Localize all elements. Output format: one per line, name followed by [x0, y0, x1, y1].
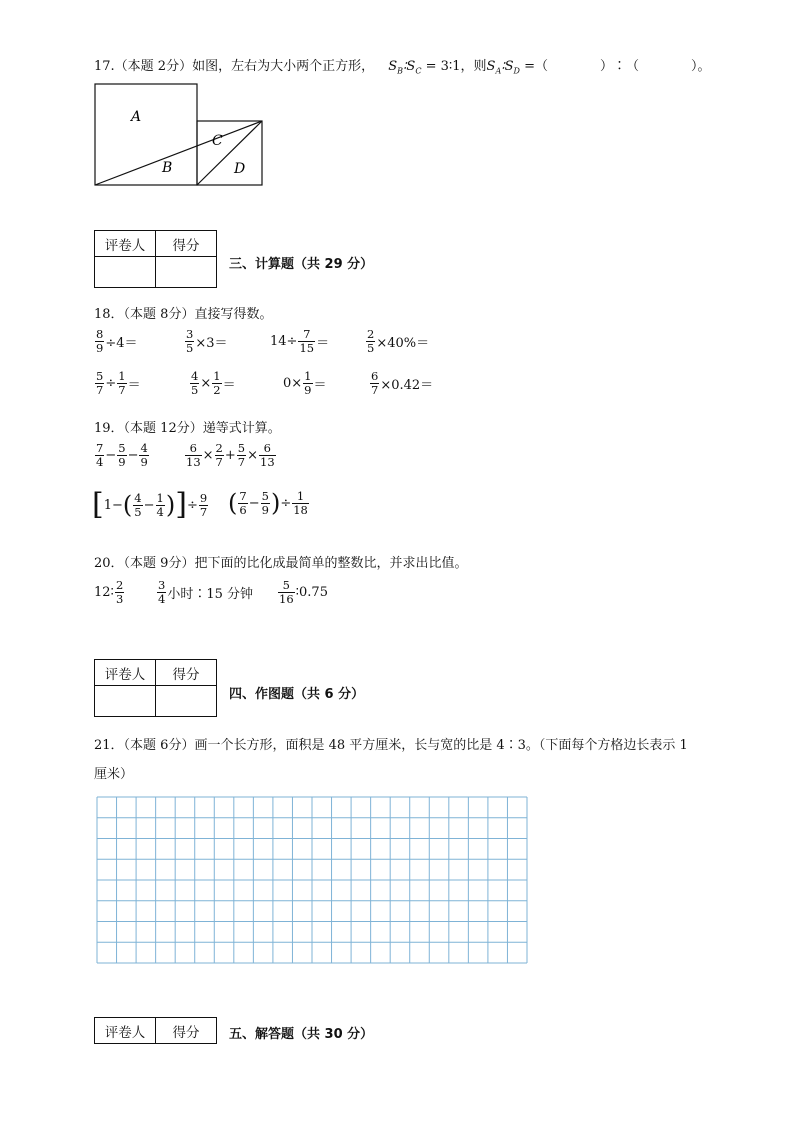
- frac: [115, 579, 124, 605]
- den: 9: [118, 454, 126, 469]
- grade-box-5: [94, 1017, 217, 1044]
- frac: [117, 442, 126, 468]
- pre: 12∶: [94, 584, 114, 600]
- rest: ＝: [222, 377, 236, 393]
- frac: [370, 370, 379, 396]
- q18-item-6: [189, 370, 236, 396]
- grader-label: 评卷人: [95, 231, 156, 257]
- den: 5: [191, 382, 199, 397]
- label-b: B: [162, 160, 173, 176]
- num: 5: [96, 369, 104, 383]
- num: 4: [134, 490, 142, 505]
- num: 1: [213, 369, 221, 383]
- square-figure: [90, 80, 270, 190]
- den: 4: [156, 504, 164, 519]
- rest: ×40%＝: [376, 335, 430, 351]
- q19-expr-3: [92, 487, 209, 522]
- rest: ÷4＝: [105, 335, 138, 351]
- den: 3: [115, 591, 124, 606]
- q18-item-2: [184, 328, 228, 354]
- grader-label: 评卷人: [95, 660, 156, 686]
- q20-ratio-1: [94, 579, 125, 605]
- frac: [298, 328, 315, 354]
- s-letter: S: [388, 59, 398, 74]
- q18-item-4: [365, 328, 429, 354]
- frac: [212, 370, 221, 396]
- frac: [278, 579, 295, 605]
- frac: [185, 442, 202, 468]
- num: 7: [96, 441, 104, 455]
- sub-b: B: [397, 66, 404, 76]
- sub-c: C: [415, 66, 422, 76]
- label-a: A: [131, 109, 142, 125]
- plus: +: [224, 447, 236, 463]
- num: 3: [186, 327, 194, 341]
- pre: 0×: [283, 375, 303, 391]
- ratio-value: = 3∶1: [421, 59, 461, 74]
- op: ×: [200, 375, 212, 391]
- one: 1: [103, 497, 112, 513]
- frac: [95, 370, 104, 396]
- minus: −: [143, 497, 155, 513]
- paren-close: ): [270, 489, 281, 518]
- label-c: C: [212, 133, 223, 149]
- rest: 小时∶15 分钟: [167, 586, 254, 602]
- ratio-ask: $S_A∶S_D$: [486, 59, 520, 76]
- den: 13: [260, 454, 275, 469]
- minus: −: [127, 447, 139, 463]
- grade-box-4: [94, 659, 217, 717]
- den: 5: [186, 340, 194, 355]
- num: 2: [215, 441, 223, 455]
- grader-cell[interactable]: [95, 686, 156, 717]
- den: 5: [367, 340, 375, 355]
- grader-label: 评卷人: [95, 1018, 156, 1044]
- den: 18: [293, 502, 308, 517]
- den: 7: [237, 454, 246, 469]
- frac: [238, 490, 247, 516]
- score-label: 得分: [156, 231, 217, 257]
- num: 6: [263, 441, 271, 455]
- q17-question: [94, 55, 710, 76]
- den: 9: [261, 502, 269, 517]
- den: 13: [186, 454, 201, 469]
- sub-a: A: [495, 66, 502, 76]
- den: 9: [96, 340, 104, 355]
- q18-item-7: [283, 370, 327, 396]
- den: 9: [304, 382, 312, 397]
- num: 1: [156, 490, 164, 505]
- answer-blanks: =（ ）∶（ ）。: [519, 59, 711, 74]
- rest: ＝: [316, 335, 330, 351]
- q21-title-line1: 21．（本题 6分）画一个长方形，面积是 48 平方厘米，长与宽的比是 4∶3。（下面每个方格边长表示 1: [94, 738, 688, 753]
- q19-expr-2: [184, 442, 277, 468]
- label-d: D: [234, 161, 246, 177]
- score-cell[interactable]: [156, 686, 217, 717]
- den: 7: [371, 382, 379, 397]
- q17-mid: ，则: [460, 59, 487, 74]
- divide: ÷: [280, 495, 292, 511]
- frac: [292, 490, 309, 516]
- q19-expr-1: [94, 442, 150, 468]
- paren-open: (: [122, 491, 133, 519]
- paren-close: ): [165, 491, 176, 519]
- num: 6: [371, 369, 379, 383]
- num: 1: [304, 369, 312, 383]
- den: 7: [199, 504, 208, 519]
- num: 5: [237, 441, 246, 455]
- num: 2: [115, 578, 124, 592]
- frac: [156, 492, 165, 518]
- num: 5: [261, 489, 269, 503]
- frac: [366, 328, 375, 354]
- num: 4: [140, 441, 148, 455]
- den: 4: [158, 591, 166, 606]
- minus: −: [105, 447, 117, 463]
- minus: −: [112, 497, 123, 513]
- frac: [237, 442, 246, 468]
- num: 7: [239, 489, 247, 503]
- num: 6: [189, 441, 197, 455]
- frac: [261, 490, 270, 516]
- score-cell[interactable]: [156, 257, 217, 288]
- q19-expr-4: [228, 490, 310, 516]
- frac: [117, 370, 126, 396]
- frac: [157, 579, 166, 605]
- grader-cell[interactable]: [95, 257, 156, 288]
- sub-d: D: [513, 66, 520, 76]
- pre: 14÷: [270, 333, 298, 349]
- num: 5: [118, 441, 126, 455]
- frac: [303, 370, 312, 396]
- drawing-grid[interactable]: [96, 796, 530, 966]
- q18-item-5: [94, 370, 141, 396]
- rest: ＝: [313, 377, 327, 393]
- den: 4: [96, 454, 104, 469]
- frac: [133, 492, 142, 518]
- den: 5: [134, 504, 142, 519]
- rest: ×3＝: [195, 335, 228, 351]
- times: ×: [202, 447, 214, 463]
- q19-title: 19．（本题 12分）递等式计算。: [94, 421, 281, 436]
- times: ×: [247, 447, 259, 463]
- score-label: 得分: [156, 1018, 217, 1044]
- den: 15: [299, 340, 315, 355]
- paren-open: (: [228, 489, 238, 518]
- q18-item-1: [94, 328, 138, 354]
- den: 7: [215, 454, 223, 469]
- s-letter-4: S: [504, 59, 514, 74]
- minus: −: [248, 495, 260, 511]
- q18-title: 18．（本题 8分）直接写得数。: [94, 307, 273, 322]
- divide: ÷: [186, 497, 198, 513]
- frac: [259, 442, 276, 468]
- num: 7: [303, 327, 311, 341]
- section-4-title: 四、作图题（共 6 分）: [229, 687, 365, 702]
- frac: [139, 442, 148, 468]
- big-square: [95, 84, 197, 185]
- ratio-expression: $S_B∶S_C$: [388, 59, 422, 76]
- q17-text: 17.（本题 2分）如图，左右为大小两个正方形，: [94, 59, 375, 74]
- frac: [199, 492, 208, 518]
- q18-item-3: [270, 328, 329, 354]
- num: 1: [296, 489, 305, 503]
- bracket-open: [: [92, 487, 104, 522]
- num: 9: [199, 490, 208, 505]
- num: 8: [96, 327, 104, 341]
- den: 6: [239, 502, 247, 517]
- den: 7: [96, 382, 104, 397]
- q18-item-8: [369, 370, 433, 396]
- bracket-close: ]: [175, 487, 187, 522]
- op: ÷: [105, 375, 117, 391]
- rest: ＝: [127, 377, 141, 393]
- score-label: 得分: [156, 660, 217, 686]
- s-letter-2: S: [406, 59, 416, 74]
- den: 2: [213, 382, 221, 397]
- q21-title-line2: 厘米）: [94, 767, 134, 782]
- den: 7: [118, 382, 126, 397]
- frac: [190, 370, 199, 396]
- frac: [95, 442, 104, 468]
- s-letter-3: S: [486, 59, 496, 74]
- q20-ratio-3: [277, 579, 328, 605]
- frac: [185, 328, 194, 354]
- den: 9: [140, 454, 148, 469]
- rest: ×0.42＝: [380, 377, 434, 393]
- num: 4: [191, 369, 199, 383]
- grade-box-3: [94, 230, 217, 288]
- q20-title: 20．（本题 9分）把下面的比化成最简单的整数比，并求出比值。: [94, 556, 468, 571]
- q20-ratio-2: [156, 579, 253, 605]
- num: 5: [282, 578, 290, 592]
- rest: ∶0.75: [295, 584, 328, 600]
- num: 3: [158, 578, 166, 592]
- num: 2: [367, 327, 375, 341]
- diagonal-small: [197, 121, 262, 185]
- section-5-title: 五、解答题（共 30 分）: [229, 1027, 374, 1042]
- frac: [95, 328, 104, 354]
- frac: [215, 442, 224, 468]
- section-3-title: 三、计算题（共 29 分）: [229, 257, 374, 272]
- num: 1: [118, 369, 126, 383]
- den: 16: [279, 591, 294, 606]
